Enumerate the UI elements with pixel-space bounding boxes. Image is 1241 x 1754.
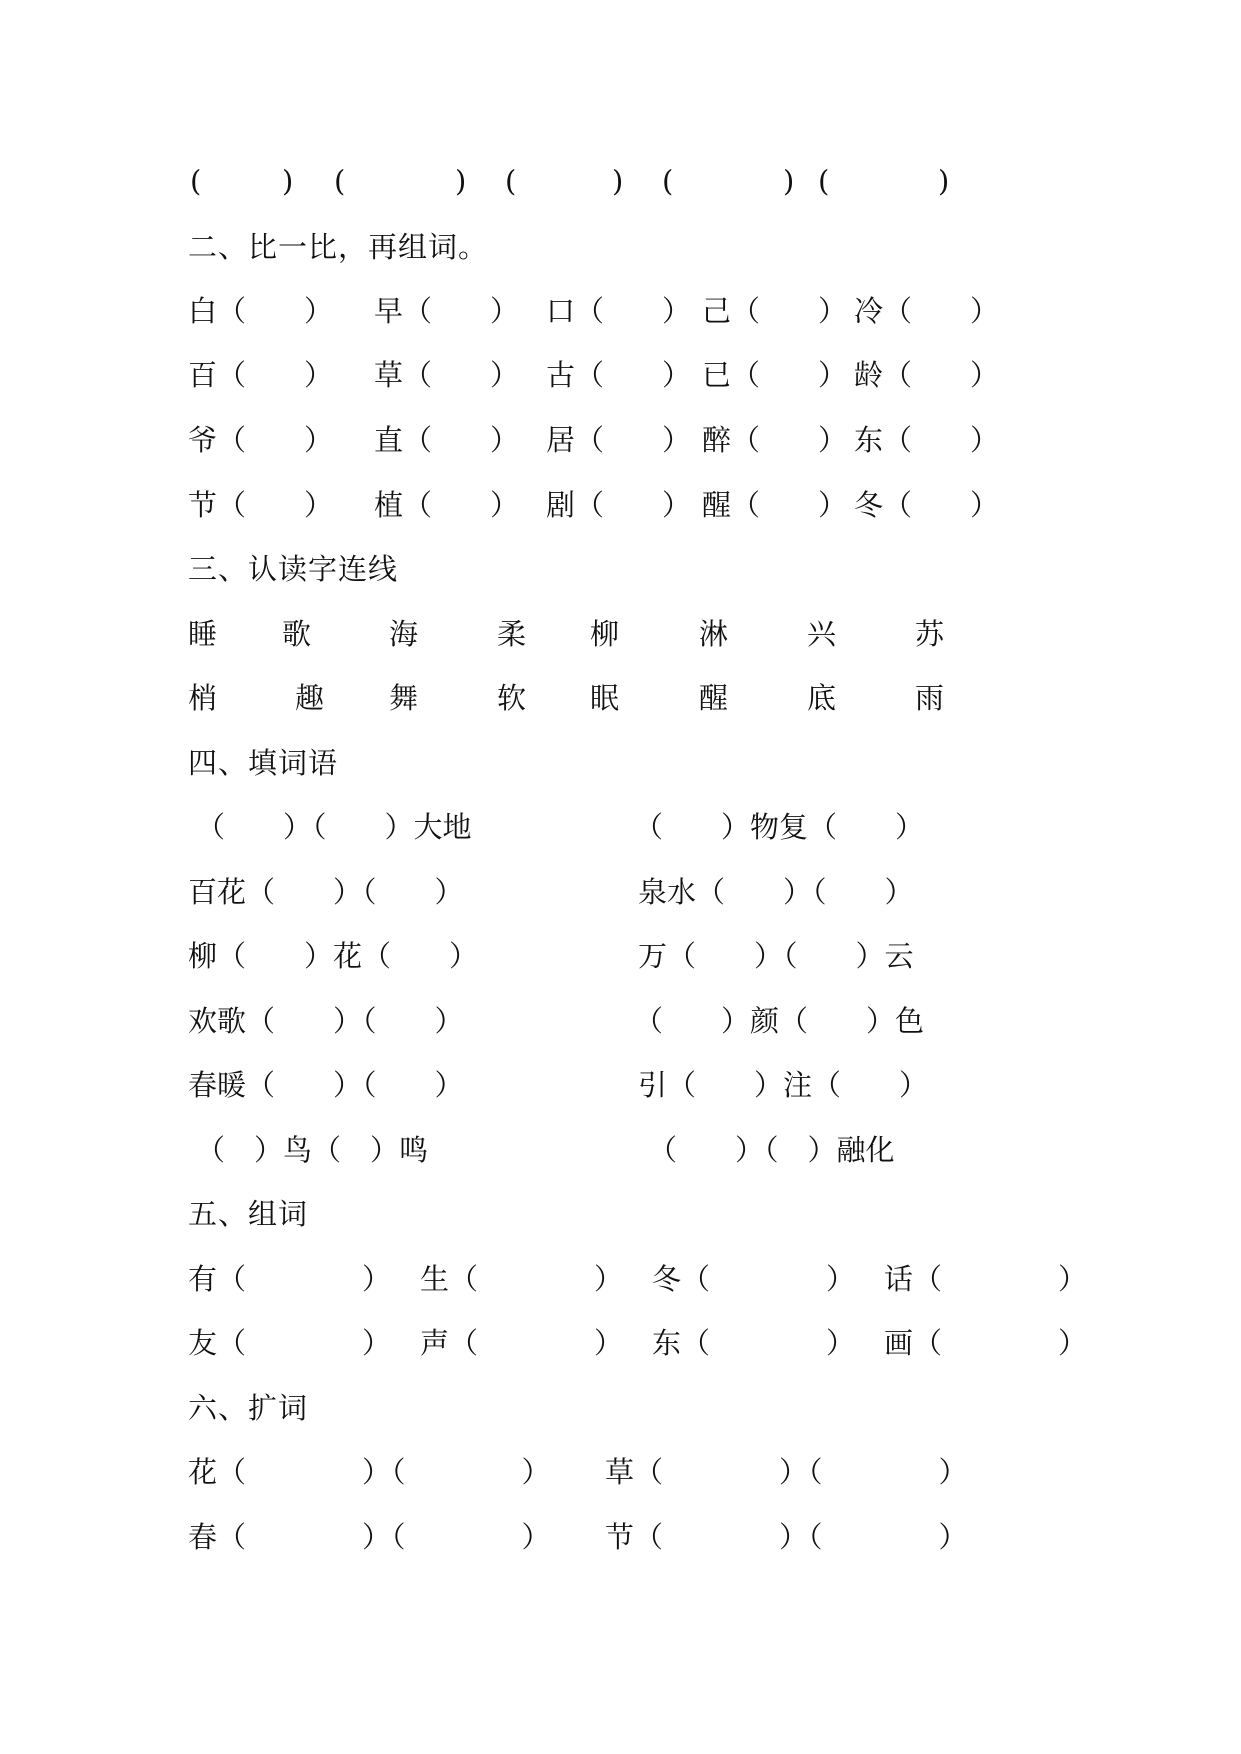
fill-item: 春暖（ ）（ ） [188,1068,464,1102]
expand-item: 春（ ）（ ） [188,1520,551,1554]
fill-item: （ ）物复（ ） [634,810,925,844]
fill-item: 万（ ）（ ）云 [638,939,914,973]
link-char-top: 睡 [188,617,218,651]
row0-paren: ( [334,164,346,198]
fill-item: 引（ ）注（ ） [638,1068,929,1102]
compare-item: 古（ ） [546,358,692,392]
row0-paren: ) [783,164,795,198]
group-item: 友（ ） [188,1326,392,1360]
link-char-top: 柳 [590,617,620,651]
row0-paren: ( [190,164,202,198]
group-item: 冬（ ） [652,1262,856,1296]
compare-item: 植（ ） [374,488,520,522]
link-char-bottom: 雨 [915,681,945,715]
link-char-bottom: 醒 [699,681,729,715]
section-heading-6: 六、扩词 [188,1391,309,1425]
fill-item: 欢歌（ ）（ ） [188,1004,464,1038]
group-item: 东（ ） [652,1326,856,1360]
group-item: 生（ ） [420,1262,624,1296]
compare-item: 冬（ ） [854,488,1000,522]
compare-item: 龄（ ） [854,358,1000,392]
link-char-bottom: 梢 [188,681,218,715]
section-heading-4: 四、填词语 [188,746,339,780]
link-char-bottom: 软 [497,681,527,715]
fill-item: 百花（ ）（ ） [188,875,464,909]
compare-item: 百（ ） [188,358,334,392]
compare-item: 节（ ） [188,488,334,522]
fill-item: 泉水（ ）（ ） [638,875,914,909]
row0-paren: ( [662,164,674,198]
compare-item: 醒（ ） [702,488,848,522]
compare-item: 东（ ） [854,423,1000,457]
link-char-top: 歌 [282,617,312,651]
compare-item: 冷（ ） [854,294,1000,328]
fill-item: （ ）（ ）融化 [648,1133,895,1167]
compare-item: 草（ ） [374,358,520,392]
section-heading-2: 二、比一比，再组词。 [188,230,489,264]
compare-item: 爷（ ） [188,423,334,457]
compare-item: 已（ ） [702,358,848,392]
group-item: 声（ ） [420,1326,624,1360]
fill-item: （ ）颜（ ）色 [634,1004,925,1038]
group-item: 话（ ） [884,1262,1088,1296]
link-char-top: 海 [389,617,419,651]
link-char-top: 苏 [915,617,945,651]
link-char-top: 兴 [807,617,837,651]
row0-paren: ) [282,164,294,198]
fill-item: （ ）（ ）大地 [196,810,472,844]
compare-item: 醉（ ） [702,423,848,457]
link-char-top: 淋 [699,617,729,651]
row0-paren: ( [505,164,517,198]
row0-paren: ( [818,164,830,198]
compare-item: 剧（ ） [546,488,692,522]
group-item: 有（ ） [188,1262,392,1296]
expand-item: 花（ ）（ ） [188,1455,551,1489]
compare-item: 己（ ） [702,294,848,328]
section-heading-5: 五、组词 [188,1197,309,1231]
link-char-bottom: 趣 [295,681,325,715]
group-item: 画（ ） [884,1326,1088,1360]
row0-paren: ) [612,164,624,198]
expand-item: 节（ ）（ ） [605,1520,968,1554]
link-char-top: 柔 [497,617,527,651]
compare-item: 口（ ） [546,294,692,328]
expand-item: 草（ ）（ ） [605,1455,968,1489]
link-char-bottom: 底 [807,681,837,715]
fill-item: 柳（ ）花（ ） [188,939,479,973]
section-heading-3: 三、认读字连线 [188,552,399,586]
link-char-bottom: 眠 [590,681,620,715]
link-char-bottom: 舞 [389,681,419,715]
compare-item: 直（ ） [374,423,520,457]
row0-paren: ) [938,164,950,198]
fill-item: （ ）鸟（ ）鸣 [196,1133,429,1167]
compare-item: 白（ ） [188,294,334,328]
compare-item: 居（ ） [546,423,692,457]
row0-paren: ) [455,164,467,198]
compare-item: 早（ ） [374,294,520,328]
